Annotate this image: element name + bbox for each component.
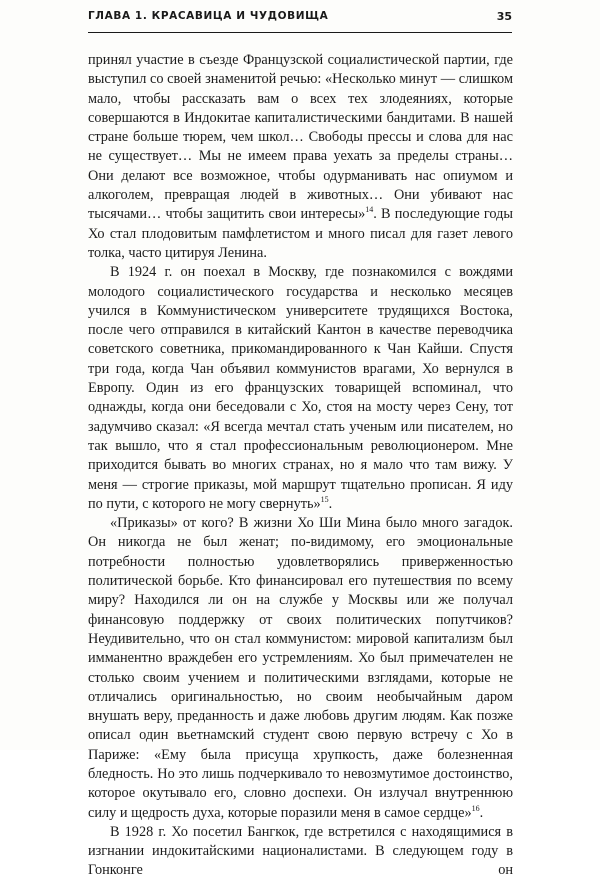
paragraph: В 1928 г. Хо посетил Бангкок, где встретился с находящимися в изгнании индокитайскими националистами. В следующем году в Гонконге он <box>88 823 513 879</box>
footnote-ref: 15 <box>320 495 329 505</box>
footnote-ref: 16 <box>471 803 480 813</box>
page-header <box>88 4 512 33</box>
page-number: 35 <box>496 10 512 23</box>
paragraph: «Приказы» от кого? В жизни Хо Ши Мина было много загадок. Он никогда не был женат; по-видимому, его эмоциональные потребности полностью удовлетворялись приверженностью политической борьбе. Кто финансировал его путешествия по всему миру? Находился ли он на службе у Москвы или же получал финансовую поддержку от своих политических попутчиков? Неудивительно, что он стал коммунистом: мировой капитализм был имманентно враждебен его устремлениям. Хо был примечателен не столько своим учением и политическими взглядами, которые не отличались оригинальностью, но своим необычайным даром внушать веру, преданность и даже любовь другим людям. Как позже описал один вьетнамский студент свою первую встречу с Хо в Париже: «Ему была присуща хрупкость, даже болезненная бледность. Но это лишь подчеркивало то невозмутимое достоинство, которое окутывало его, словно доспехи. Он излучал внутреннюю силу и щедрость духа, которые поразили меня в самое сердце»$^{16}$. <box>88 515 513 821</box>
running-head: ГЛАВА 1. КРАСАВИЦА И ЧУДОВИЩА <box>88 10 329 22</box>
paragraph: В 1924 г. он поехал в Москву, где познакомился с вождями молодого социалистического государства и несколько месяцев учился в Коммунистическом университете трудящихся Востока, после чего отправился в китайский Кантон в качестве переводчика советского советника, прикомандированного к Чан Кайши. Спустя три года, когда Чан объявил коммунистов врагами, Хо вернулся в Европу. Один из его французских товарищей вспоминал, что однажды, когда они беседовали с Хо, стоя на мосту через Сену, тот задумчиво сказал: «Я всегда мечтал стать ученым или писателем, но так вышло, что я стал профессиональным революционером. Мне приходится бывать во многих странах, но я мало что там вижу. У меня — строгие приказы, мой маршрут тщательно прописан. Я иду по пути, с которого не могу свернуть»$^{15}$. <box>88 264 513 512</box>
footnote-ref: 14 <box>365 205 374 215</box>
paragraph: принял участие в съезде Французской социалистической партии, где выступил со своей знаменитой речью: «Несколько минут — слишком мало, чтобы рассказать вам о всех тех злодеяниях, которые совершаются в Индокитае капиталистическими бандитами. В нашей стране больше тюрем, чем школ… Свободы прессы и слова для нас не существует… Мы не имеем права уехать за пределы страны… Они делают все возможное, чтобы одурманивать нас опиумом и алкоголем, превращая людей в животных… Они убивают нас тысячами… чтобы защитить свои интересы»$^{14}$. В последующие годы Хо стал плодовитым памфлетистом и много писал для газет левого толка, часто цитируя Ленина. <box>88 52 513 261</box>
body-text <box>88 51 513 881</box>
